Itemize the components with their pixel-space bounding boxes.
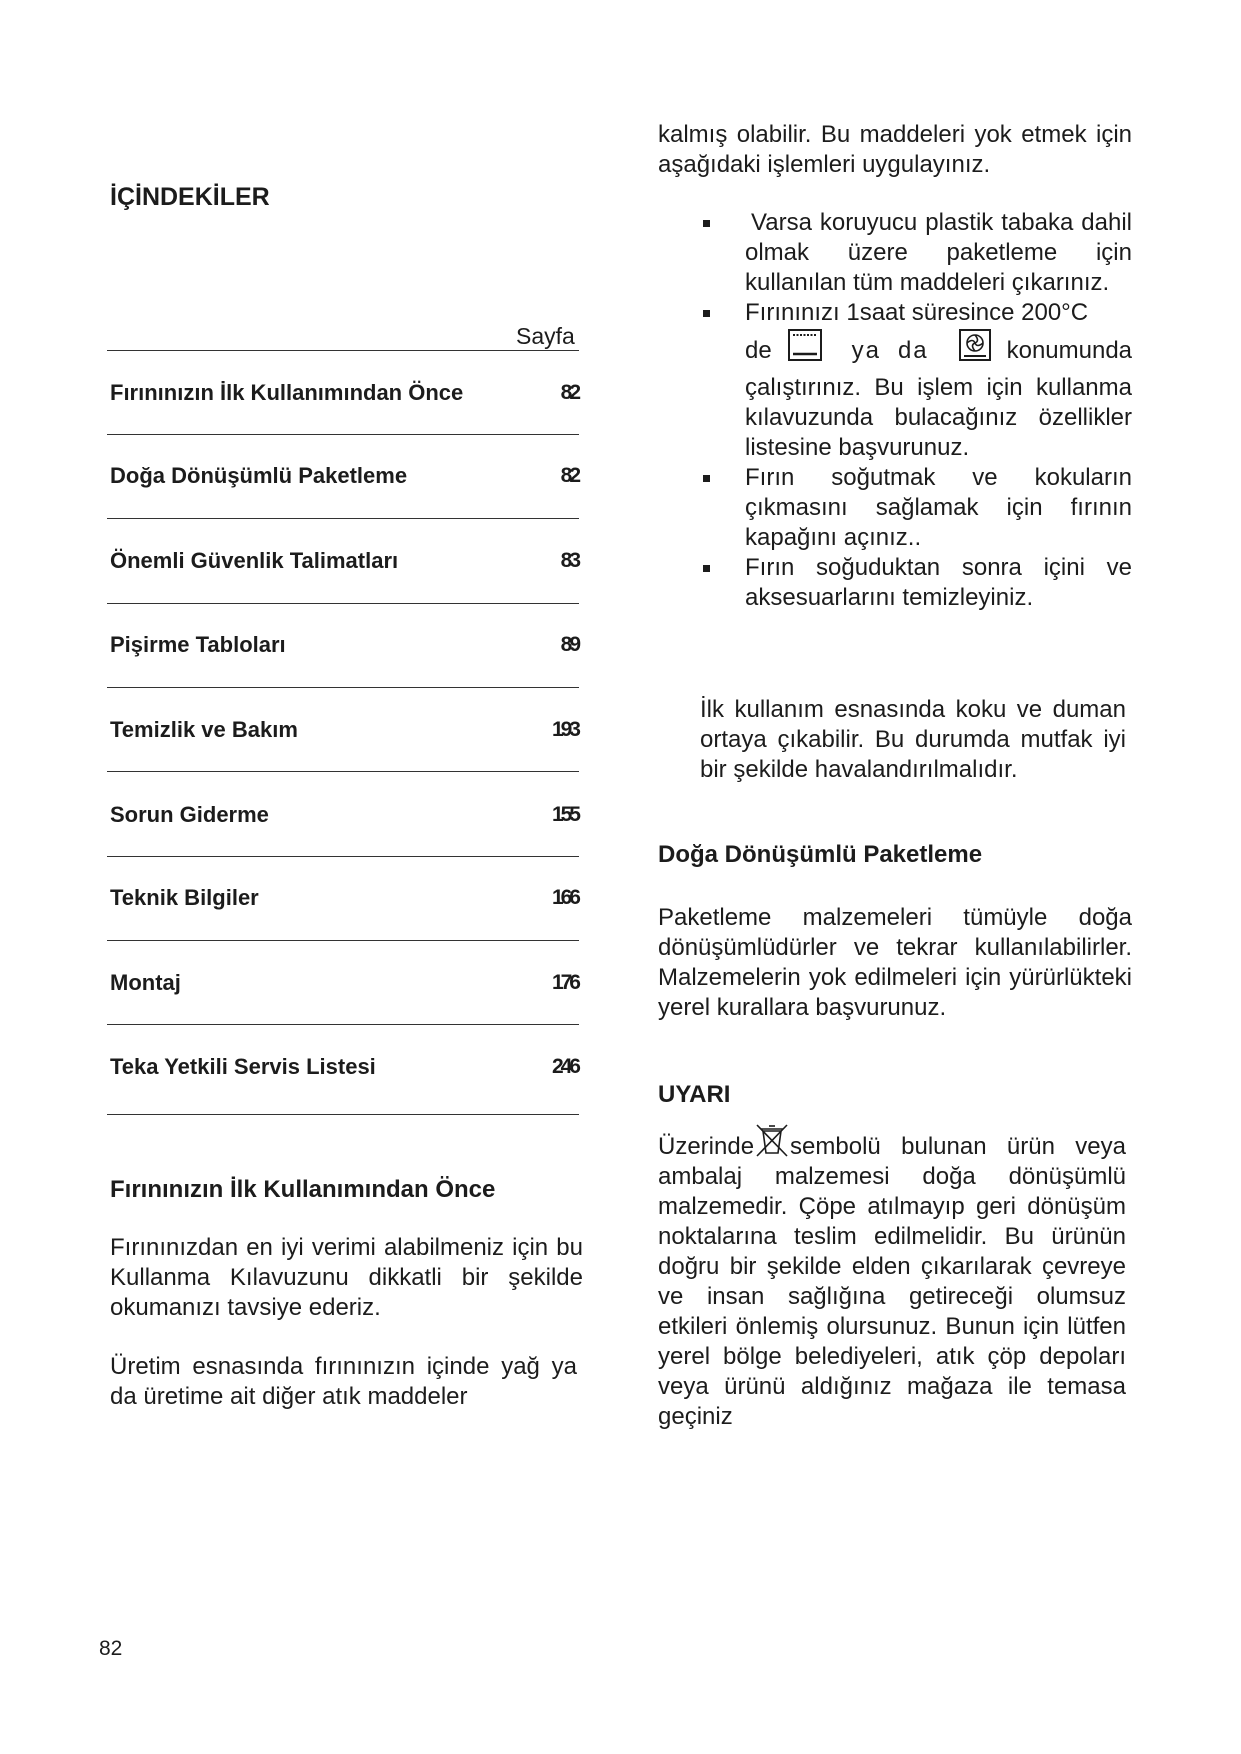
first-use-heading: Fırınınızın İlk Kullanımından Önce — [110, 1176, 496, 1203]
warning-text-pre: Üzerinde — [658, 1133, 755, 1160]
toc-item-page: 193 — [551, 718, 578, 741]
list-item — [700, 553, 1132, 613]
warning-text-post: sembolü bulunan ürün veya ambalaj malzemesi doğa dönüşümlü malzemedir. Çöpe atılmayıp geri dönüşüm noktalarına teslim edilmelidir. Bu ürünün doğru bir şekilde elden çıkarılarak çevreye ve insan sağlığına getireceği olumsuz etkileri önlemiş olursunuz. Bunun için lütfen yerel bölge belediyeleri, atık çöp depoları veya ürünü aldığınız mağaza ile temasa geçiniz — [658, 1133, 1126, 1430]
toc-item-title: Pişirme Tabloları — [110, 632, 286, 657]
toc-divider — [107, 1114, 579, 1115]
toc-item-page: 82 — [560, 464, 578, 487]
toc-item-title: Teknik Bilgiler — [110, 885, 259, 910]
toc-divider — [107, 603, 579, 604]
first-use-para1: Fırınınızdan en iyi verimi alabilmeniz için bu Kullanma Kılavuzunu dikkatli bir şekilde okumanızı tavsiye ederiz. — [110, 1234, 583, 1321]
packaging-heading: Doğa Dönüşümlü Paketleme — [658, 841, 983, 868]
toc-item-page: 82 — [560, 381, 578, 404]
step-text-pre: de — [745, 337, 772, 364]
step-text: Fırın soğutmak ve kokuların çıkmasını sağlamak için fırının kapağını açınız.. — [745, 464, 1132, 551]
toc-divider — [107, 518, 579, 519]
toc-divider — [107, 856, 579, 857]
toc-item-title: Montaj — [110, 970, 181, 995]
warning-paragraph — [658, 1122, 1126, 1432]
toc-divider — [107, 350, 579, 351]
step-text — [745, 298, 1132, 463]
toc-item-page: 246 — [551, 1055, 578, 1078]
toc-page-label: Sayfa — [516, 323, 575, 349]
packaging-paragraph — [658, 903, 1132, 1023]
bullet-marker — [703, 220, 710, 227]
toc-item-page: 166 — [551, 886, 578, 909]
step-text: Fırın soğuduktan sonra içini ve aksesuarlarını temizleyiniz. — [745, 554, 1132, 611]
list-item — [700, 463, 1132, 553]
step-text-post: konumunda çalıştırınız. Bu işlem için kullanma kılavuzunda bulacağınız özellikler listesine başvurunuz. — [745, 337, 1133, 461]
toc-heading: İÇİNDEKİLER — [110, 183, 270, 211]
toc-divider — [107, 1024, 579, 1025]
page-number: 82 — [99, 1637, 123, 1660]
step-text-mid: ya da — [851, 337, 929, 364]
toc-divider — [107, 687, 579, 688]
toc-item-title: Sorun Giderme — [110, 802, 269, 827]
toc-item-page: 83 — [560, 549, 578, 572]
first-use-note — [700, 695, 1126, 785]
crossed-bin-icon — [754, 1122, 790, 1158]
oven-fan-icon — [958, 328, 992, 362]
warning-heading: UYARI — [658, 1081, 731, 1108]
toc-item-title: Önemli Güvenlik Talimatları — [110, 548, 399, 573]
toc-item-title: Fırınınızın İlk Kullanımından Önce — [110, 380, 464, 405]
toc-item-page: 176 — [551, 971, 578, 994]
packaging-text: Paketleme malzemeleri tümüyle doğa dönüşümlüdürler ve tekrar kullanılabilirler. Malzemelerin yok edilmeleri için yürürlükteki yerel kurallara başvurunuz. — [658, 904, 1132, 1021]
list-item — [700, 298, 1132, 463]
first-use-residue — [110, 1352, 577, 1412]
first-use-intro — [110, 1233, 583, 1323]
first-use-para2-cont: kalmış olabilir. Bu maddeleri yok etmek için aşağıdaki işlemleri uygulayınız. — [658, 121, 1132, 178]
warning-text — [658, 1122, 1126, 1432]
toc-divider — [107, 434, 579, 435]
list-item — [700, 208, 1132, 298]
first-use-para2: Üretim esnasında fırınınızın içinde yağ ya da üretime ait diğer atık maddeler — [110, 1353, 577, 1410]
first-use-steps — [700, 208, 1132, 613]
bullet-marker — [703, 565, 710, 572]
toc-item-page: 89 — [560, 633, 578, 656]
toc-item-title: Doğa Dönüşümlü Paketleme — [110, 463, 408, 488]
step-text-line1: Fırınınızı 1saat süresince 200°C — [745, 299, 1089, 326]
step-text: Varsa koruyucu plastik tabaka dahil olmak üzere paketleme için kullanılan tüm maddeleri çıkarınız. — [745, 209, 1132, 296]
first-use-note-text: İlk kullanım esnasında koku ve duman ortaya çıkabilir. Bu durumda mutfak iyi bir şekilde havalandırılmalıdır. — [700, 696, 1126, 783]
oven-bottom-heat-icon — [787, 328, 823, 362]
toc-item-title: Temizlik ve Bakım — [110, 717, 298, 742]
bullet-marker — [703, 310, 710, 317]
toc-divider — [107, 940, 579, 941]
toc-item-page: 155 — [551, 803, 578, 826]
bullet-marker — [703, 475, 710, 482]
toc-item-title: Teka Yetkili Servis Listesi — [110, 1054, 376, 1079]
toc-divider — [107, 771, 579, 772]
first-use-residue-cont — [658, 120, 1132, 180]
